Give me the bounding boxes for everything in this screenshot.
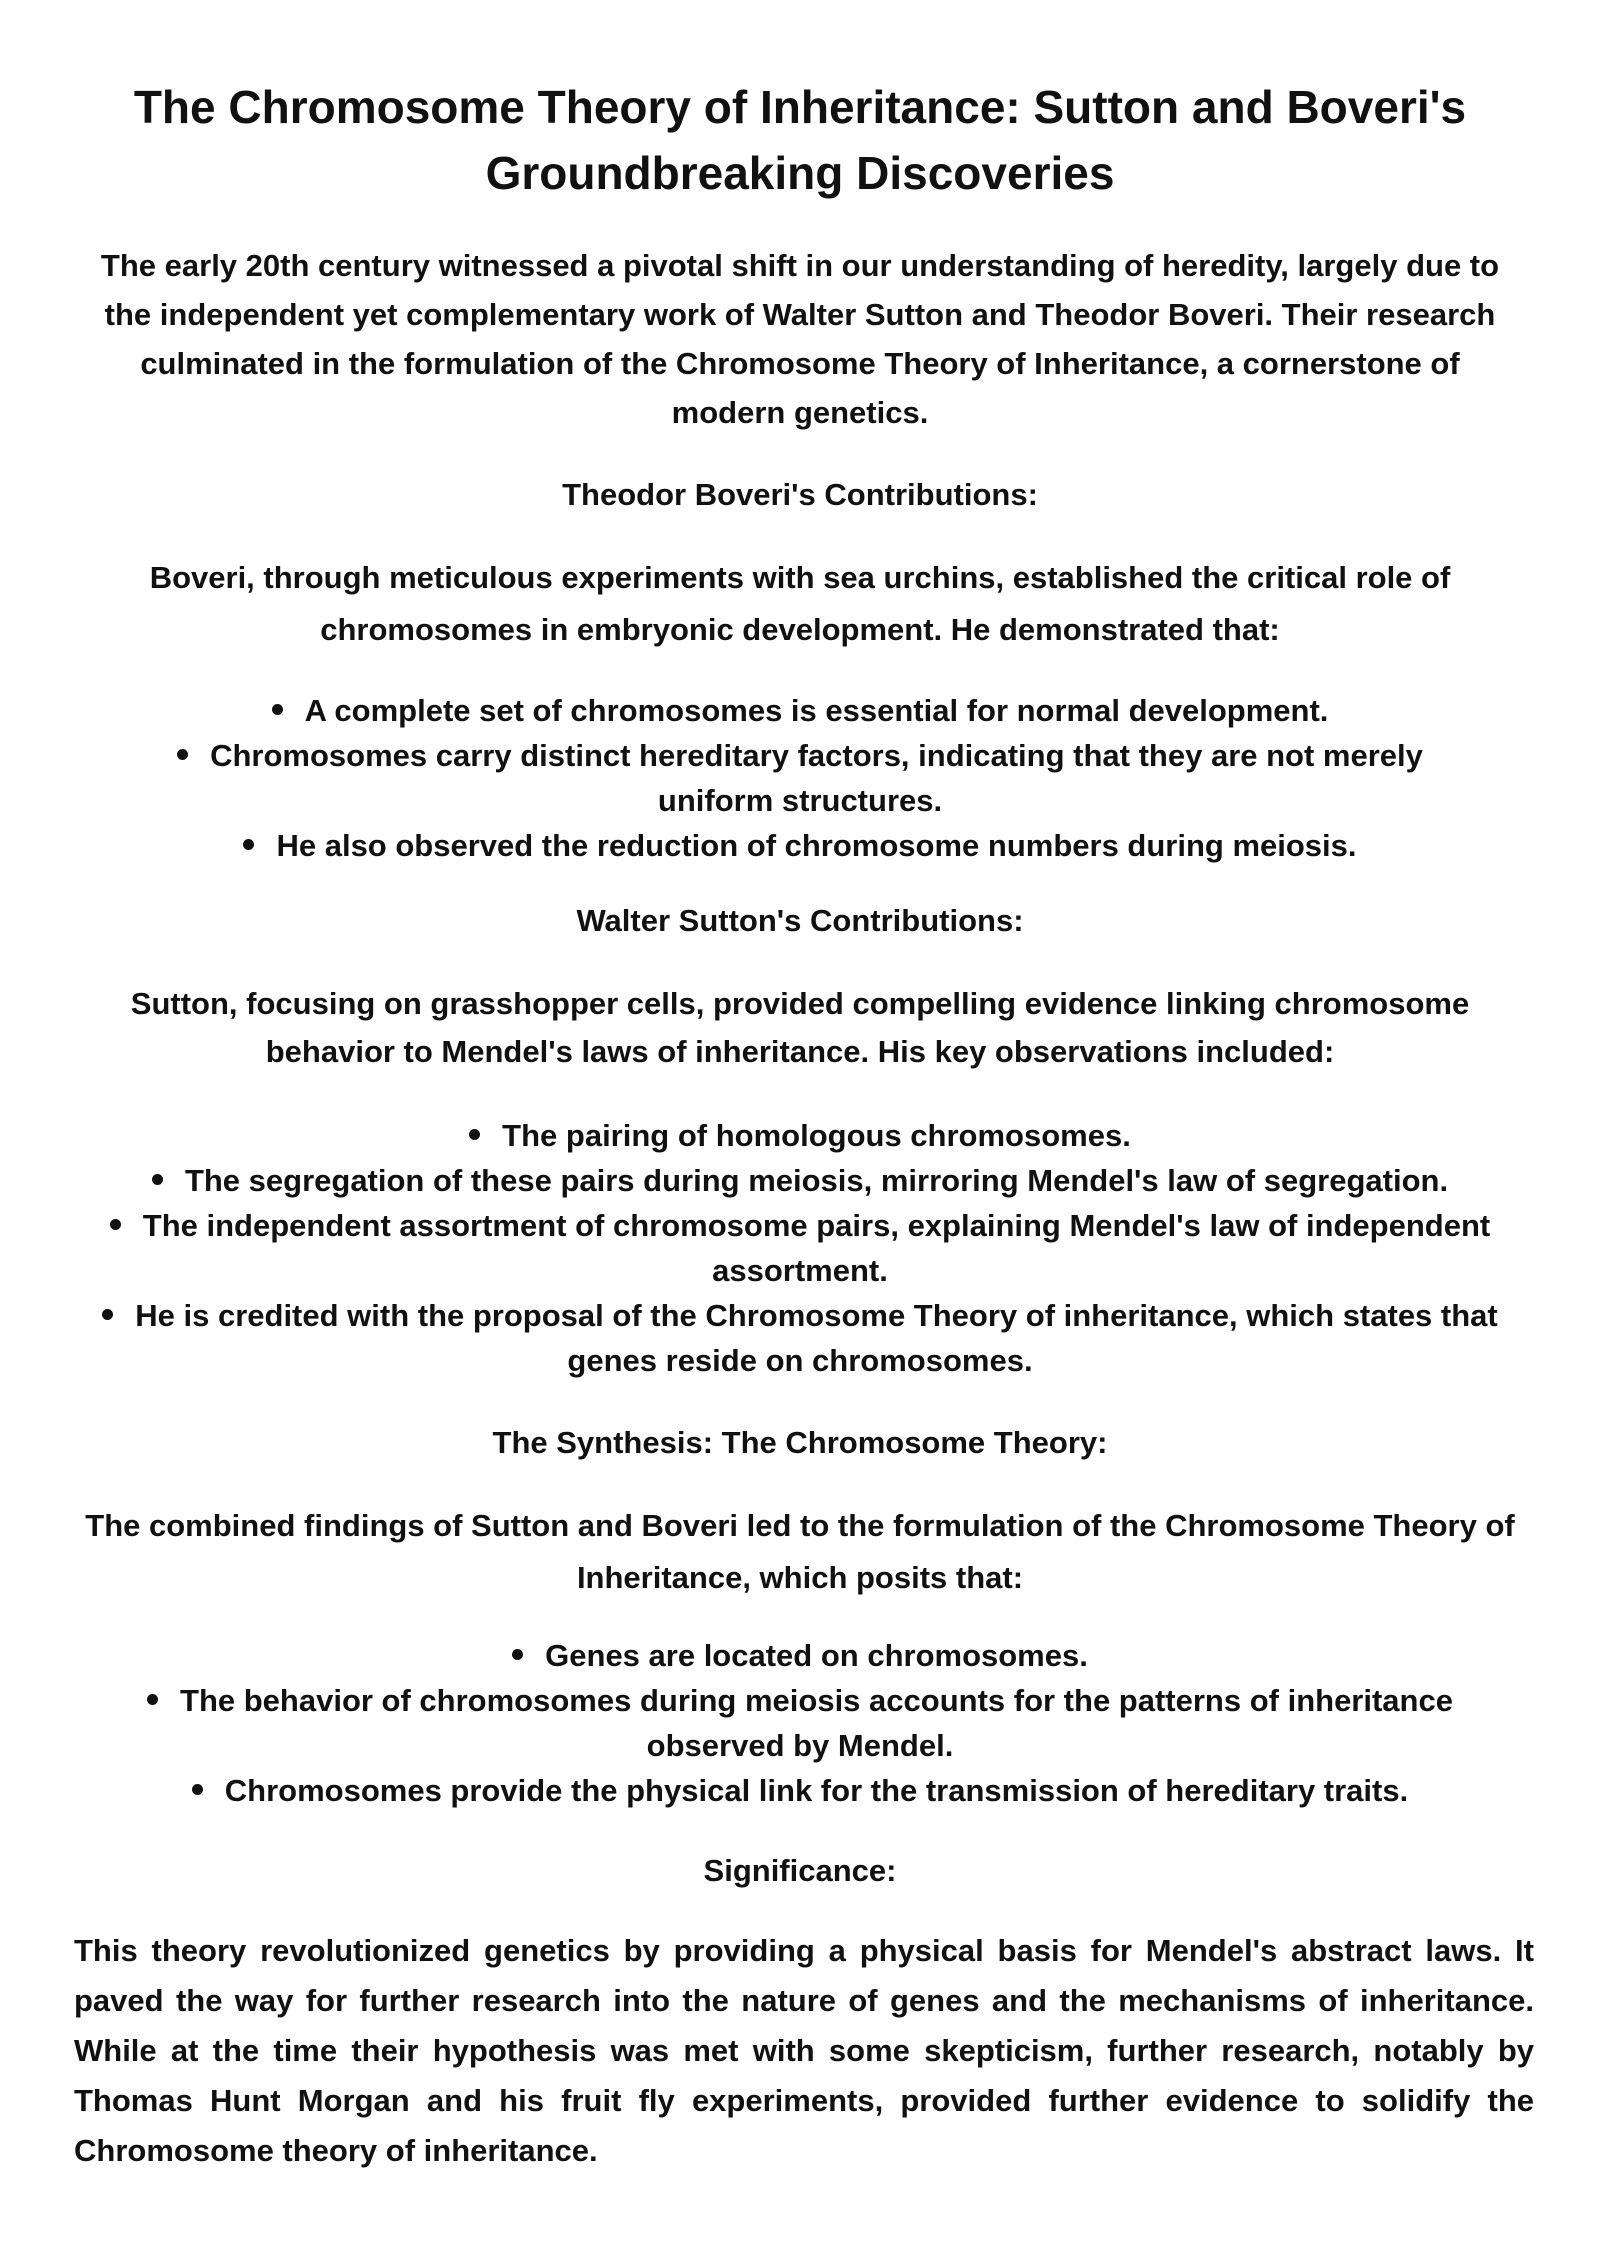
bullet-icon	[469, 1129, 480, 1140]
bullet-icon	[512, 1649, 523, 1660]
document-title: The Chromosome Theory of Inheritance: Sutton and Boveri's Groundbreaking Discoveries	[133, 81, 1467, 199]
sutton-bullet-list	[90, 1113, 1510, 1383]
bullet-icon	[243, 839, 254, 850]
bullet-text: He also observed the reduction of chromosome numbers during meiosis.	[276, 828, 1357, 863]
bullet-text: Chromosomes carry distinct hereditary factors, indicating that they are not merely uniform structures.	[210, 738, 1423, 818]
bullet-icon	[102, 1309, 113, 1320]
bullet-text: Genes are located on chromosomes.	[545, 1638, 1088, 1673]
sutton-paragraph: Sutton, focusing on grasshopper cells, provided compelling evidence linking chromosome behavior to Mendel's laws of inheritance. His key observations included:	[130, 986, 1470, 1069]
bullet-icon	[152, 1174, 163, 1185]
list-item	[90, 1158, 1510, 1203]
sutton-heading: Walter Sutton's Contributions:	[576, 903, 1024, 938]
boveri-paragraph: Boveri, through meticulous experiments with sea urchins, established the critical role of chromosomes in embryonic development. He demonstrated that:	[149, 560, 1451, 647]
bullet-icon	[177, 749, 188, 760]
intro-paragraph: The early 20th century witnessed a pivotal shift in our understanding of heredity, largely due to the independent yet complementary work of Walter Sutton and Theodor Boveri. Their research culminated in the formulation of the Chromosome Theory of Inheritance, a cornerstone of modern genetics.	[100, 248, 1500, 430]
boveri-bullet-list	[120, 688, 1480, 868]
bullet-text: The segregation of these pairs during meiosis, mirroring Mendel's law of segregation.	[184, 1163, 1449, 1198]
bullet-text: A complete set of chromosomes is essential for normal development.	[304, 693, 1329, 728]
bullet-icon	[272, 704, 283, 715]
bullet-text: The behavior of chromosomes during meiosis accounts for the patterns of inheritance observed by Mendel.	[180, 1683, 1453, 1763]
list-item	[120, 688, 1480, 733]
synthesis-paragraph: The combined findings of Sutton and Boveri led to the formulation of the Chromosome Theory of Inheritance, which posits that:	[85, 1508, 1515, 1595]
bullet-text: Chromosomes provide the physical link for the transmission of hereditary traits.	[224, 1773, 1409, 1808]
list-item	[90, 1293, 1510, 1383]
bullet-text: The independent assortment of chromosome pairs, explaining Mendel's law of independent assortment.	[142, 1208, 1491, 1288]
bullet-text: He is credited with the proposal of the Chromosome Theory of inheritance, which states that genes reside on chromosomes.	[135, 1298, 1498, 1378]
boveri-heading: Theodor Boveri's Contributions:	[562, 477, 1038, 512]
list-item	[90, 1203, 1510, 1293]
synthesis-bullet-list	[100, 1633, 1500, 1813]
synthesis-heading: The Synthesis: The Chromosome Theory:	[492, 1425, 1108, 1460]
bullet-icon	[110, 1219, 121, 1230]
bullet-icon	[147, 1694, 158, 1705]
bullet-icon	[192, 1784, 203, 1795]
significance-paragraph: This theory revolutionized genetics by providing a physical basis for Mendel's abstract laws. It paved the way for further research into the nature of genes and the mechanisms of inheritance. While at the time their hypothesis was met with some skepticism, further research, notably by Thomas Hunt Morgan and his fruit fly experiments, provided further evidence to solidify the Chromosome theory of inheritance.	[74, 1933, 1534, 2168]
list-item	[90, 1113, 1510, 1158]
list-item	[100, 1678, 1500, 1768]
bullet-text: The pairing of homologous chromosomes.	[502, 1118, 1131, 1153]
list-item	[100, 1633, 1500, 1678]
list-item	[120, 823, 1480, 868]
list-item	[100, 1768, 1500, 1813]
list-item	[120, 733, 1480, 823]
significance-heading: Significance:	[703, 1853, 897, 1888]
